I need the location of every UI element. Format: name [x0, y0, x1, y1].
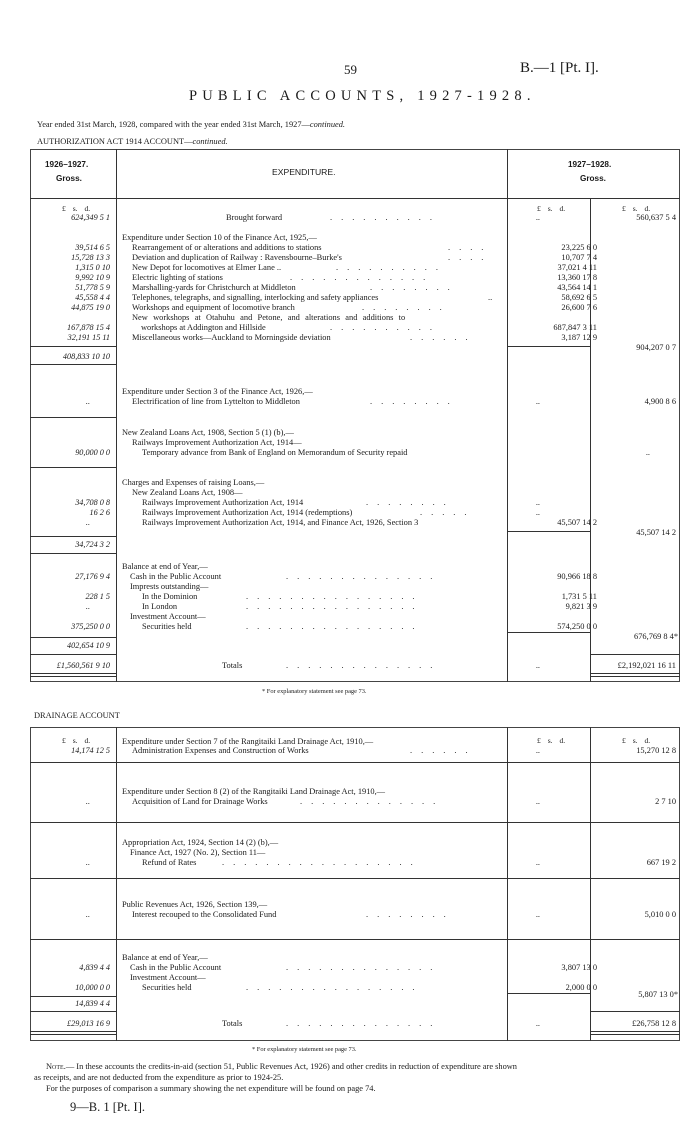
totals-right: £2,192,021 16 11 — [617, 661, 676, 670]
sec10-mid: 37,021 4 11 — [557, 263, 597, 272]
charges-label: Railways Improvement Authorization Act, 1914 — [142, 498, 304, 507]
d-balance-total-left: 14,839 4 4 — [75, 999, 110, 1008]
sec10-left: 167,878 15 4 — [67, 323, 110, 332]
sec10-label: Miscellaneous works—Auckland to Morningside deviation — [132, 333, 331, 342]
balance-total-right: 676,769 8 4* — [634, 632, 678, 641]
nzloans-heading: New Zealand Loans Act, 1908, Section 5 (1) (b),— — [122, 428, 294, 437]
note-line-1: Note.— In these accounts the credits-in-aid (section 51, Public Revenues Act, 1926) and other credits in reduction of expenditure are shown — [46, 1062, 517, 1071]
note-line-3: For the purposes of comparison a summary showing the net expenditure will be found on page 74. — [46, 1084, 376, 1093]
d-sec7-label: Administration Expenses and Construction of Works — [132, 746, 309, 755]
sec10-label: workshops at Addington and Hillside — [141, 323, 266, 332]
charges-left: .. — [85, 518, 90, 527]
sec10-label: Electric lighting of stations — [132, 273, 223, 282]
col-left-header: 1926–1927. — [45, 160, 89, 169]
d-totals-right: £26,758 12 8 — [632, 1019, 676, 1028]
d-sec7-left: 14,174 12 5 — [71, 746, 110, 755]
d-balance-total-right: 5,807 13 0* — [638, 990, 678, 999]
subtitle: Year ended 31st March, 1928, compared with the year ended 31st March, 1927—continued. — [37, 120, 346, 129]
sec10-label: New Depot for locomotives at Elmer Lane .. — [132, 263, 282, 272]
balance-left: 228 1 5 — [85, 592, 110, 601]
nzloans-label: Temporary advance from Bank of England on Memorandum of Security repaid — [142, 448, 408, 457]
charges-total-right: 45,507 14 2 — [636, 528, 676, 537]
sec10-label: Workshops and equipment of locomotive branch — [132, 303, 295, 312]
col-left-sub: Gross. — [56, 174, 82, 183]
sec10-mid: 26,600 7 6 — [561, 303, 597, 312]
d-approp-sub: Finance Act, 1927 (No. 2), Section 11— — [130, 848, 266, 857]
charges-mid: .. — [535, 498, 540, 507]
d-approp-heading: Appropriation Act, 1924, Section 14 (2) (b),— — [122, 838, 279, 847]
sec10-left: 32,191 15 11 — [67, 333, 110, 342]
d-balance-mid: 2,000 0 0 — [565, 983, 597, 992]
sec10-mid: 687,847 3 11 — [553, 323, 597, 332]
d-prev-heading: Public Revenues Act, 1926, Section 139,— — [122, 900, 268, 909]
d-sec8-mid: .. — [535, 797, 540, 806]
d-sec7-mid: .. — [535, 746, 540, 755]
sec10-mid: 58,692 6 5 — [561, 293, 597, 302]
page-number: 59 — [344, 62, 357, 77]
sec10-label: Marshalling-yards for Christchurch at Middleton — [132, 283, 296, 292]
d-sec8-right: 2 7 10 — [655, 797, 676, 806]
sec10-mid: 3,187 12 9 — [561, 333, 597, 342]
brought-forward-left: 624,349 5 1 — [71, 213, 110, 222]
charges-label: Railways Improvement Authorization Act, 1914, and Finance Act, 1926, Section 3 — [142, 518, 419, 527]
d-balance-label: Cash in the Public Account — [130, 963, 222, 972]
sec10-left: 51,778 5 9 — [75, 283, 110, 292]
sec3-right: 4,900 8 6 — [644, 397, 676, 406]
balance-label: Investment Account— — [130, 612, 206, 621]
currency-right: £ s. d. — [622, 204, 651, 213]
balance-label: Cash in the Public Account — [130, 572, 222, 581]
sec3-label: Electrification of line from Lyttelton to Middleton — [132, 397, 300, 406]
balance-mid: 574,250 0 0 — [557, 622, 597, 631]
balance-left: 375,250 0 0 — [71, 622, 110, 631]
d-prev-left: .. — [85, 910, 90, 919]
d-sec8-heading: Expenditure under Section 8 (2) of the Rangitaiki Land Drainage Act, 1910,— — [122, 787, 386, 796]
sec10-label: Telephones, telegraphs, and signalling, interlocking and safety appliances — [132, 293, 379, 302]
charges-mid: 45,507 14 2 — [557, 518, 597, 527]
footnote-2: * For explanatory statement see page 73. — [252, 1046, 357, 1053]
sec10-left: 1,315 0 10 — [75, 263, 110, 272]
sec10-label: Deviation and duplication of Railway : Ravensbourne–Burke's — [132, 253, 342, 262]
charges-mid: .. — [535, 508, 540, 517]
d-balance-left: 4,839 4 4 — [79, 963, 110, 972]
charges-left: 16 2 6 — [89, 508, 110, 517]
page-title: PUBLIC ACCOUNTS, 1927-1928. — [189, 88, 536, 104]
currency-left: £ s. d. — [62, 204, 91, 213]
balance-left: .. — [85, 602, 90, 611]
footnote-1: * For explanatory statement see page 73. — [262, 688, 367, 695]
d-totals-left: £29,013 16 9 — [67, 1019, 110, 1028]
d-currency-left: £ s. d. — [62, 736, 91, 745]
totals-mid: .. — [535, 661, 540, 670]
d-balance-heading: Balance at end of Year,— — [122, 953, 208, 962]
nzloans-left: 90,000 0 0 — [75, 448, 110, 457]
d-approp-left: .. — [85, 858, 90, 867]
d-sec7-right: 15,270 12 8 — [636, 746, 676, 755]
balance-total-left: 402,654 10 9 — [67, 641, 110, 650]
nzloans-right: .. — [645, 448, 650, 457]
d-approp-right: 667 19 2 — [646, 858, 676, 867]
sec10-left: 45,558 4 4 — [75, 293, 110, 302]
d-balance-mid: 3,807 13 0 — [561, 963, 597, 972]
sec3-left: .. — [85, 397, 90, 406]
balance-label: In the Dominion — [142, 592, 198, 601]
d-currency-right: £ s. d. — [622, 736, 651, 745]
sec3-heading: Expenditure under Section 3 of the Finance Act, 1926,— — [122, 387, 313, 396]
balance-label: In London — [142, 602, 178, 611]
charges-left: 34,708 0 8 — [75, 498, 110, 507]
d-currency-mid: £ s. d. — [537, 736, 566, 745]
brought-forward-label: Brought forward — [226, 213, 283, 222]
d-prev-mid: .. — [535, 910, 540, 919]
charges-heading: Charges and Expenses of raising Loans,— — [122, 478, 265, 487]
balance-mid: 90,966 18 8 — [557, 572, 597, 581]
drainage-title: DRAINAGE ACCOUNT — [34, 711, 120, 720]
balance-heading: Balance at end of Year,— — [122, 562, 208, 571]
sec10-mid: 13,360 17 8 — [557, 273, 597, 282]
d-prev-right: 5,010 0 0 — [644, 910, 676, 919]
signature: 9—B. 1 [Pt. I]. — [70, 1100, 145, 1114]
col-mid-header: EXPENDITURE. — [272, 167, 336, 177]
col-right-sub: Gross. — [580, 174, 606, 183]
d-sec8-left: .. — [85, 797, 90, 806]
sec10-left: 9,992 10 9 — [75, 273, 110, 282]
balance-label: Securities held — [142, 622, 192, 631]
sec10-total-left: 408,833 10 10 — [62, 352, 110, 361]
d-balance-left: 10,000 0 0 — [75, 983, 110, 992]
sec10-mid: 23,225 6 0 — [561, 243, 597, 252]
d-sec7-heading: Expenditure under Section 7 of the Rangitaiki Land Drainage Act, 1910,— — [122, 737, 374, 746]
d-sec8-label: Acquisition of Land for Drainage Works — [132, 797, 268, 806]
sec10-heading: Expenditure under Section 10 of the Finance Act, 1925,— — [122, 233, 317, 242]
sec10-total-right: 904,207 0 7 — [636, 343, 676, 352]
balance-left: 27,176 9 4 — [75, 572, 110, 581]
sec10-label: Rearrangement of or alterations and additions to stations — [132, 243, 322, 252]
document-ref: B.—1 [Pt. I]. — [520, 60, 599, 76]
d-balance-label: Securities held — [142, 983, 192, 992]
charges-sub: New Zealand Loans Act, 1908— — [132, 488, 243, 497]
sec10-left: 44,875 19 0 — [71, 303, 110, 312]
account-heading: AUTHORIZATION ACT 1914 ACCOUNT—continued. — [37, 137, 228, 146]
col-right-header: 1927–1928. — [568, 160, 612, 169]
sec10-left: 15,728 13 3 — [71, 253, 110, 262]
balance-label: Imprests outstanding— — [130, 582, 209, 591]
sec10-mid: 10,707 7 4 — [561, 253, 597, 262]
sec10-label: New workshops at Otahuhu and Petone, and alterations and additions to — [132, 313, 406, 322]
currency-mid: £ s. d. — [537, 204, 566, 213]
note-line-2: as receipts, and are not deducted from the expenditure as prior to 1924-25. — [34, 1073, 284, 1082]
d-prev-label: Interest recouped to the Consolidated Fund — [132, 910, 277, 919]
d-approp-label: Refund of Rates — [142, 858, 197, 867]
balance-mid: 1,731 5 11 — [561, 592, 597, 601]
brought-forward-right: 560,637 5 4 — [636, 213, 676, 222]
sec10-left: 39,514 6 5 — [75, 243, 110, 252]
charges-total-left: 34,724 3 2 — [75, 540, 110, 549]
totals-left: £1,560,561 9 10 — [56, 661, 110, 670]
d-totals-label: Totals — [222, 1019, 243, 1028]
d-approp-mid: .. — [535, 858, 540, 867]
sec3-mid: .. — [535, 397, 540, 406]
nzloans-sub: Railways Improvement Authorization Act, 1914— — [132, 438, 302, 447]
balance-mid: 9,821 3 9 — [565, 602, 597, 611]
sec10-mid: 43,564 14 1 — [557, 283, 597, 292]
brought-forward-mid: .. — [535, 213, 540, 222]
charges-label: Railways Improvement Authorization Act, 1914 (redemptions) — [142, 508, 353, 517]
d-totals-mid: .. — [535, 1019, 540, 1028]
d-balance-label: Investment Account— — [130, 973, 206, 982]
totals-label: Totals — [222, 661, 243, 670]
